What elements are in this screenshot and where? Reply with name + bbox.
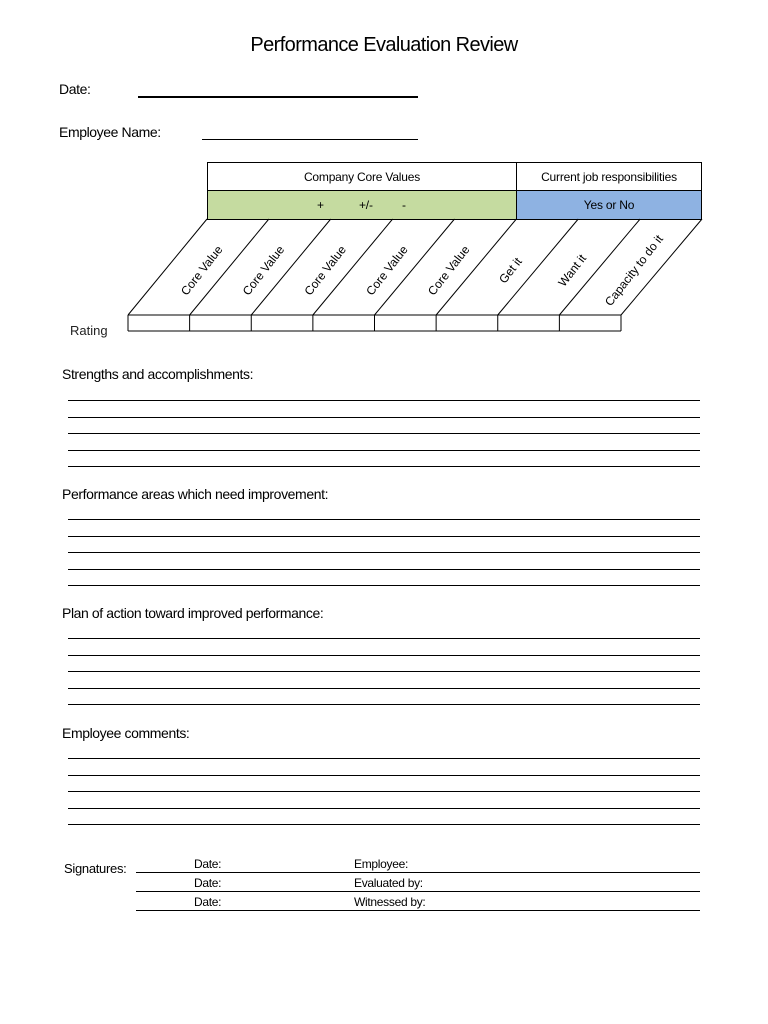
job-responsibilities-header-text: Current job responsibilities xyxy=(541,169,677,184)
section-write-line[interactable] xyxy=(68,433,700,434)
signature-date-label: Date: xyxy=(194,857,222,871)
section-write-line[interactable] xyxy=(68,519,700,520)
rating-box[interactable] xyxy=(314,316,374,330)
signature-line-evaluator[interactable] xyxy=(136,891,700,892)
scale-plus-minus: +/- xyxy=(359,198,373,212)
signature-line-employee[interactable] xyxy=(136,872,700,873)
signature-role-witness: Witnessed by: xyxy=(354,895,426,909)
rating-box[interactable] xyxy=(499,316,559,330)
section-title: Employee comments: xyxy=(62,725,190,741)
column-header-label: Want it xyxy=(555,251,590,290)
signature-line-witness[interactable] xyxy=(136,910,700,911)
scale-plus: + xyxy=(317,198,324,212)
column-header-label: Core Value xyxy=(239,242,288,299)
rating-box[interactable] xyxy=(437,316,497,330)
section-write-line[interactable] xyxy=(68,569,700,570)
rating-box[interactable] xyxy=(129,316,189,330)
section-write-line[interactable] xyxy=(68,655,700,656)
page-title: Performance Evaluation Review xyxy=(250,34,518,56)
rating-box[interactable] xyxy=(376,316,436,330)
rating-box[interactable] xyxy=(560,316,620,330)
section-write-line[interactable] xyxy=(68,671,700,672)
section-write-line[interactable] xyxy=(68,688,700,689)
column-header-label: Get it xyxy=(496,254,525,287)
section-write-line[interactable] xyxy=(68,638,700,639)
section-write-line[interactable] xyxy=(68,824,700,825)
rating-columns xyxy=(0,0,768,340)
yes-or-no-text: Yes or No xyxy=(583,198,635,212)
section-title: Performance areas which need improvement: xyxy=(62,486,329,502)
section-write-line[interactable] xyxy=(68,808,700,809)
column-header-label: Capacity to do it xyxy=(601,232,666,309)
column-header-label: Core Value xyxy=(177,242,226,299)
column-header-label: Core Value xyxy=(424,242,473,299)
section-write-line[interactable] xyxy=(68,536,700,537)
signature-role-evaluator: Evaluated by: xyxy=(354,876,423,890)
signature-date-label: Date: xyxy=(194,895,222,909)
signatures-label: Signatures: xyxy=(64,861,127,876)
section-write-line[interactable] xyxy=(68,791,700,792)
signature-date-label: Date: xyxy=(194,876,222,890)
section-write-line[interactable] xyxy=(68,400,700,401)
section-write-line[interactable] xyxy=(68,417,700,418)
rating-label: Rating xyxy=(70,323,108,338)
section-write-line[interactable] xyxy=(68,585,700,586)
rating-box[interactable] xyxy=(191,316,251,330)
section-write-line[interactable] xyxy=(68,758,700,759)
rating-box[interactable] xyxy=(252,316,312,330)
scale-minus: - xyxy=(402,198,406,212)
section-title: Plan of action toward improved performance: xyxy=(62,605,324,621)
section-title: Strengths and accomplishments: xyxy=(62,366,254,382)
core-values-header-text: Company Core Values xyxy=(303,169,421,184)
section-write-line[interactable] xyxy=(68,466,700,467)
section-write-line[interactable] xyxy=(68,552,700,553)
column-header-label: Core Value xyxy=(363,242,411,299)
signature-role-employee: Employee: xyxy=(354,857,408,871)
section-write-line[interactable] xyxy=(68,450,700,451)
section-write-line[interactable] xyxy=(68,775,700,776)
column-header-label: Core Value xyxy=(301,242,349,299)
section-write-line[interactable] xyxy=(68,704,700,705)
date-label: Date: xyxy=(59,81,91,97)
employee-name-label: Employee Name: xyxy=(59,124,161,140)
